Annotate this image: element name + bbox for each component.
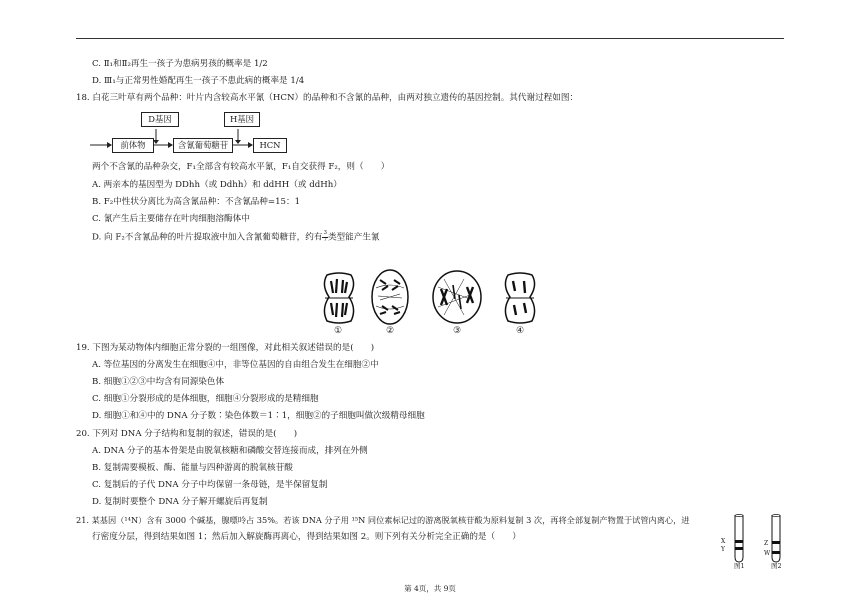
- q18-option-a: A. 两亲本的基因型为 DDhh（或 Ddhh）和 ddHH（或 ddHh）: [92, 180, 342, 190]
- q18-option-b: B. F₂中性状分离比为高含氰品种：不含氰品种=15：1: [92, 197, 301, 207]
- q18-cross-description: 两个不含氰的品种杂交，F₁全部含有较高水平氰，F₁自交获得 F₂，则（ ）: [92, 162, 390, 172]
- gene-d-box: D基因: [141, 112, 179, 127]
- q17-option-d: D. Ⅲ₁与正常男性婚配再生一孩子不患此病的概率是 1/4: [92, 76, 305, 86]
- q21-stem-line2: 行密度分层，得到结果如图 1；然后加入解旋酶再离心，得到结果如图 2。则下列有关分析完全正确的是（ ）: [92, 532, 521, 542]
- q20-option-b: B. 复制需要模板、酶、能量与四种游离的脱氧核苷酸: [92, 463, 293, 473]
- q18-option-c: C. 氰产生后主要储存在叶肉细胞溶酶体中: [92, 214, 250, 224]
- cell-4-image: [500, 271, 540, 325]
- q20-stem: 20. 下列对 DNA 分子结构和复制的叙述，错误的是( ): [76, 429, 298, 439]
- cell-label-4: ④: [515, 326, 525, 336]
- cell-2-image: [370, 268, 410, 326]
- q19-option-b: B. 细胞①②③中均含有同源染色体: [92, 377, 225, 387]
- fig2-label-z: Z: [764, 540, 769, 547]
- cyanogenic-glucoside-box: 含氰葡萄糖苷: [173, 138, 233, 153]
- header-rule: [76, 38, 784, 39]
- q20-option-c: C. 复制后的子代 DNA 分子中均保留一条母链，是半保留复制: [92, 480, 328, 490]
- cell-label-1: ①: [333, 326, 343, 336]
- fig1-label-x: X: [721, 538, 726, 545]
- q19-option-d: D. 细胞①和④中的 DNA 分子数∶染色体数＝1∶1，细胞②的子细胞叫做次级精母细胞: [92, 411, 425, 421]
- fig2-caption: 图2: [771, 562, 782, 570]
- cell-label-2: ②: [385, 326, 395, 336]
- q20-option-d: D. 复制时要整个 DNA 分子解开螺旋后再复制: [92, 497, 268, 507]
- q19-option-a: A. 等位基因的分离发生在细胞④中，非等位基因的自由组合发生在细胞②中: [92, 360, 379, 370]
- q19-option-c: C. 细胞①分裂形成的是体细胞，细胞④分裂形成的是精细胞: [92, 394, 319, 404]
- q19-stem: 19. 下图为某动物体内细胞正常分裂的一组图像，对此相关叙述错误的是( ): [76, 343, 375, 353]
- cell-label-3: ③: [452, 326, 462, 336]
- hcn-box: HCN: [253, 138, 287, 153]
- q21-stem-line1: 21. 某基因（¹⁴N）含有 3000 个碱基，腺嘌呤占 35%。若该 DNA 分子用 ¹⁵N 同位素标记过的游离脱氧核苷酸为原料复制 3 次，再将全部复制产物置于试管内离心，进: [76, 515, 690, 525]
- fraction-three-sevenths: $\frac{3}{7}$: [323, 230, 327, 243]
- fig1-caption: 图1: [734, 562, 745, 570]
- fig1-label-y: Y: [721, 546, 725, 553]
- q18-stem: 18. 白花三叶草有两个品种：叶片内含较高水平氰（HCN）的品种和不含氰的品种，由两对独立遗传的基因控制。其代谢过程如图：: [76, 93, 579, 103]
- page-footer: 第 4页，共 9页: [404, 584, 456, 593]
- q17-option-c: C. Ⅱ₁和Ⅱ₂再生一孩子为患病男孩的概率是 1/2: [92, 59, 268, 69]
- precursor-box: 前体物: [112, 138, 154, 153]
- fig2-label-w: W: [764, 550, 771, 557]
- q20-option-a: A. DNA 分子的基本骨架是由脱氧核糖和磷酸交替连接而成，排列在外侧: [92, 446, 368, 456]
- cell-1-image: [319, 271, 359, 325]
- cell-3-image: [430, 269, 484, 325]
- gene-h-box: H基因: [224, 112, 260, 127]
- q18-option-d: D. 向 F₂不含氰品种的叶片提取液中加入含氰葡萄糖苷，约有 $\frac{3}{7}$ 类型能产生氰: [92, 230, 380, 243]
